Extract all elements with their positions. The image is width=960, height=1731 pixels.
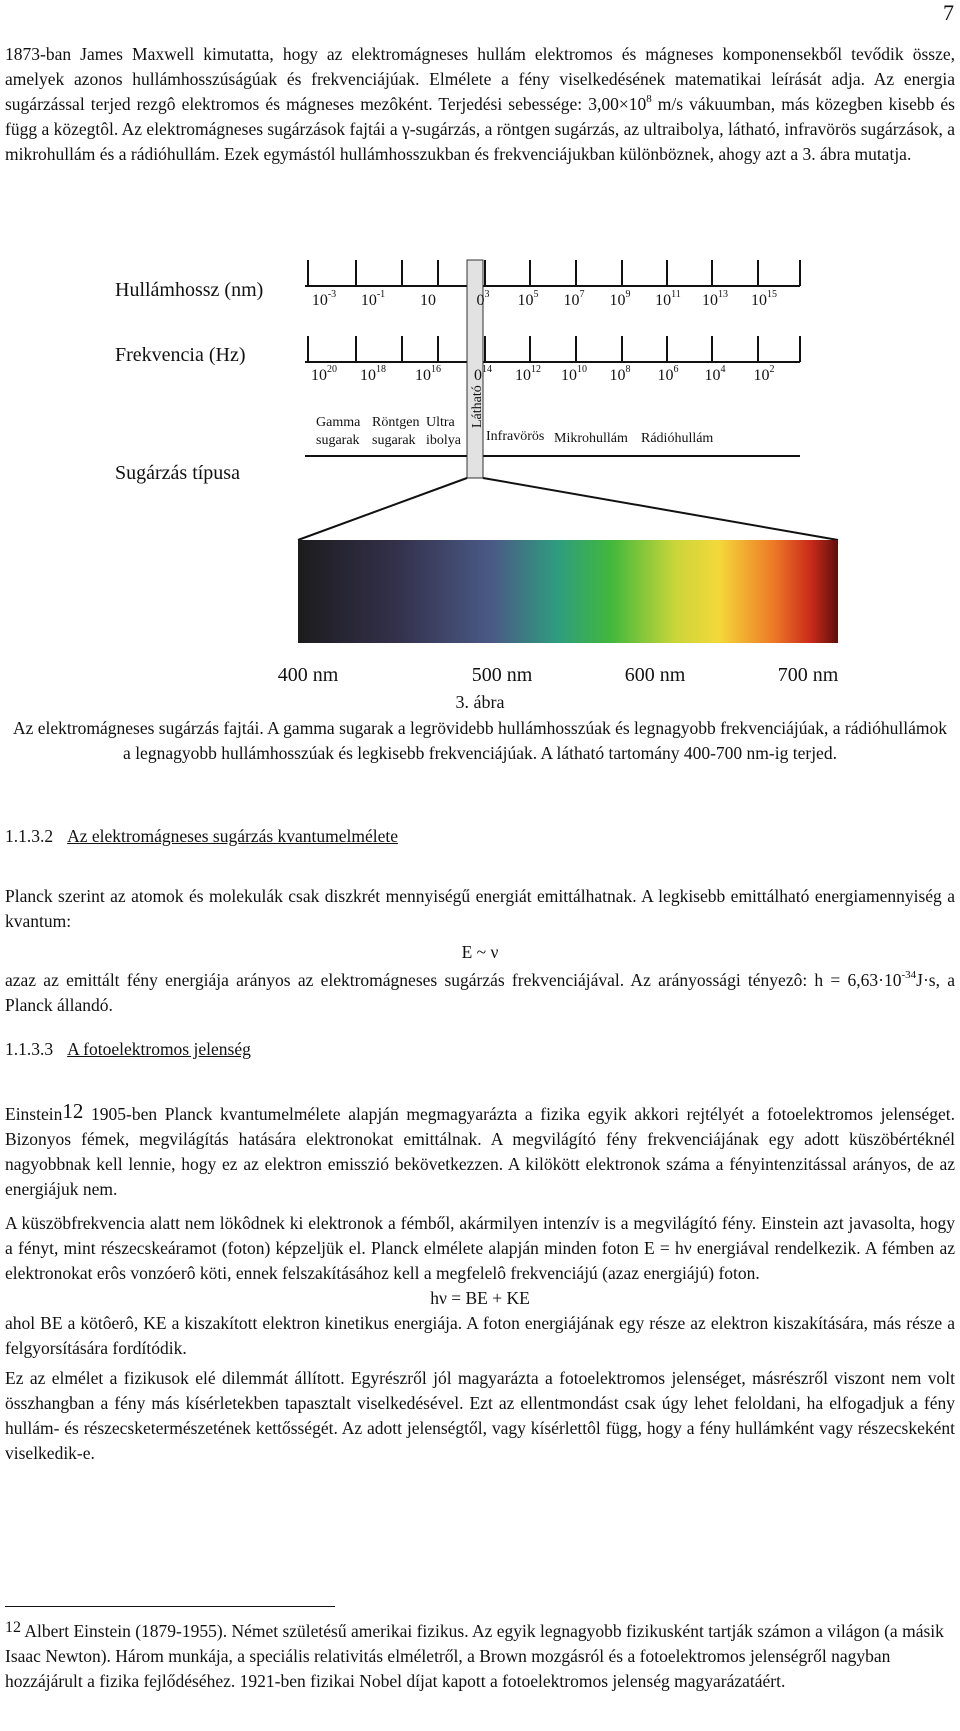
wavelength-tick-label: 10 bbox=[420, 292, 436, 309]
frequency-tick-label: $10^{20}$ bbox=[311, 364, 337, 384]
spectrum-label: 500 nm bbox=[471, 664, 533, 686]
frequency-tick-label: $10^{10}$ bbox=[561, 364, 587, 384]
formula-e-nu: E ~ ν bbox=[461, 942, 499, 962]
type-ir: Infravörös bbox=[486, 429, 545, 444]
frequency-tick-label: $10^2$ bbox=[753, 364, 775, 384]
footnote: 12 Albert Einstein (1879-1955). Német születésű amerikai fizikus. Az egyik legnagyobb fizikusként tartják számon a világon (a másik Isaac Newton). Három munkája, a speciális relativitás elméletről, a Brown mozgásról és a fotoelektromos jelenségről nagyban hozzájárult a fizika fejlődéséhez. 1921-ben fizikai Nobel díjat kapott a fotoelektromos jelenség magyarázatáért. bbox=[5, 1619, 944, 1691]
footnote-separator bbox=[5, 1606, 335, 1607]
wavelength-tick-label: $10^{13}$ bbox=[702, 289, 728, 309]
type-radio: Rádióhullám bbox=[641, 431, 714, 446]
section-number: 1.1.3.2 bbox=[5, 826, 54, 846]
wavelength-tick-label: $10^{-3}$ bbox=[311, 289, 337, 309]
page-number: 7 bbox=[943, 0, 954, 25]
frequency-tick-labels bbox=[311, 364, 775, 384]
spectrum-label: 700 nm bbox=[777, 664, 839, 686]
type-uv-1: Ultra bbox=[426, 415, 455, 430]
photoelectric-paragraph-4: Ez az elmélet a fizikusok elé dilemmát állított. Egyrészről jól magyarázta a fotoelektromos jelenséget, másrészről viszont nem volt összhangban a fény más kísérletekben tapasztalt viselkedésével. Ezt az ellentmondást csak úgy lehet feloldani, ha elfogadjuk a fény hullám- és részecsketermészetének kettősségét. Az adott jelenségtől, vagy kísérlettôl függ, hogy a fény hullámként vagy részecskeként viselkedik-e. bbox=[5, 1368, 955, 1463]
spectrum-label: 400 nm bbox=[277, 664, 339, 686]
frequency-tick-label: $10^{16}$ bbox=[415, 364, 441, 384]
quantum-paragraph-2: azaz az emittált fény energiája arányos az elektromágneses sugárzás frekvenciájával. Az arányossági tényezô: $h = 6,63\cdot 10^{-34}J\cdot s$, a Planck állandó. bbox=[5, 969, 955, 1015]
figure-number: 3. ábra bbox=[455, 692, 505, 712]
wavelength-tick-label: $10^{15}$ bbox=[751, 289, 777, 309]
wavelength-tick-label: $10^7$ bbox=[563, 289, 585, 309]
type-gamma-2: sugarak bbox=[316, 433, 360, 448]
label-frequency: Frekvencia (Hz) bbox=[115, 344, 246, 366]
section-number: 1.1.3.3 bbox=[5, 1039, 54, 1059]
section-heading-photoelectric bbox=[5, 1037, 251, 1062]
type-xray-1: Röntgen bbox=[372, 415, 420, 430]
figure-caption: Az elektromágneses sugárzás fajtái. A gamma sugarak a legrövidebb hullámhosszúak és legnagyobb frekvenciájúak, a rádióhullámok a legnagyobb hullámhosszúak és legkisebb frekvenciájúak. A látható tartomány 400-700 nm-ig terjed. bbox=[13, 718, 947, 763]
formula-photoelectric: hν = BE + KE bbox=[430, 1288, 530, 1308]
wavelength-tick-label: $0^3$ bbox=[476, 289, 490, 309]
wavelength-tick-label: $10^5$ bbox=[517, 289, 539, 309]
footnote-ref[interactable]: 12 bbox=[62, 1099, 84, 1123]
wavelength-tick-label: $10^9$ bbox=[609, 289, 631, 309]
label-type: Sugárzás típusa bbox=[115, 462, 240, 484]
wavelength-tick-label: $10^{11}$ bbox=[655, 289, 681, 309]
section-title: A fotoelektromos jelenség bbox=[67, 1039, 251, 1059]
frequency-tick-label: $10^8$ bbox=[609, 364, 631, 384]
visible-spectrum-bar bbox=[298, 540, 838, 643]
em-spectrum-figure bbox=[0, 0, 960, 716]
photoelectric-paragraph-3: ahol BE a kötôerô, KE a kiszakított elektron kinetikus energiája. A foton energiájának egy része az elektron kiszakítására, más része a felgyorsítására fordítódik. bbox=[5, 1313, 955, 1358]
section-title: Az elektromágneses sugárzás kvantumelmélete bbox=[67, 826, 399, 846]
frequency-tick-label: $10^{18}$ bbox=[360, 364, 386, 384]
tick-marks bbox=[308, 260, 800, 362]
type-gamma-1: Gamma bbox=[316, 415, 361, 430]
intro-paragraph: 1873-ban James Maxwell kimutatta, hogy az elektromágneses hullám elektromos és mágneses komponensekből tevődik össze, amelyek azonos hullámhosszúságúak és frekvenciájúak. Elmélete a fény viselkedésének matematikai leírását adja. Az energia sugárzással terjed rezgô elektromos és mágneses mezôként. Terjedési sebessége: $3,00\times 10^8$ m/s vákuumban, más közegben kisebb és függ a közegtôl. Az elektromágneses sugárzások fajtái a γ-sugárzás, a röntgen sugárzás, az ultraibolya, látható, infravörös sugárzások, a mikrohullám és a rádióhullám. Ezek egymástól hullámhosszukban és frekvenciájukban különböznek, ahogy azt a 3. ábra mutatja. bbox=[5, 44, 955, 164]
quantum-paragraph-1: Planck szerint az atomok és molekulák csak diszkrét mennyiségű energiát emittálhatnak. A legkisebb emittálható energiamennyiség a kvantum: bbox=[5, 886, 955, 931]
wavelength-tick-labels bbox=[312, 289, 777, 309]
frequency-tick-label: $10^4$ bbox=[704, 364, 726, 384]
frequency-tick-label: $0^{14}$ bbox=[474, 364, 492, 384]
frequency-tick-label: $10^{12}$ bbox=[515, 364, 541, 384]
section-heading-quantum bbox=[5, 824, 398, 849]
wavelength-tick-label: $10^{-1}$ bbox=[360, 289, 386, 309]
type-micro: Mikrohullám bbox=[554, 431, 628, 446]
photoelectric-paragraph-1: Einstein12 1905-ben Planck kvantumelmélete alapján megmagyarázta a fizika egyik akkori rejtélyét a fotoelektromos jelenséget. Bizonyos fémek, megvilágítás hatására elektronokat emittálnak. A megvilágító fény frekvenciájának egy adott küszöbértéknél nagyobbnak kell lennie, hogy ez az elektron emisszió bekövetkezzen. A kilökött elektronok száma a fényintenzitással arányos, de az energiájuk nem. bbox=[5, 1099, 955, 1199]
photoelectric-paragraph-2: A küszöbfrekvencia alatt nem lökôdnek ki elektronok a fémből, akármilyen intenzív is a megvilágító fény. Einstein azt javasolta, hogy a fényt, mint részecskeáramot (foton) képzeljük el. Planck elmélete alapján minden foton E = hν energiával rendelkezik. A fémben az elektronokat erôs vonzóerô köti, ennek felszakításához kell a megfelelô frekvenciájú (azaz energiájú) foton. hν = BE + KE ahol BE a kötôerô, KE a kiszakított elektron kinetikus energiája. A foton energiájának egy része az elektron kiszakítására, más része a felgyorsítására fordítódik. bbox=[5, 1211, 955, 1361]
type-uv-2: ibolya bbox=[426, 433, 461, 448]
spectrum-label: 600 nm bbox=[624, 664, 686, 686]
label-wavelength: Hullámhossz (nm) bbox=[115, 279, 264, 301]
frequency-tick-label: $10^6$ bbox=[657, 364, 679, 384]
section-quantum-body bbox=[5, 884, 955, 1018]
visible-label: Látható bbox=[470, 385, 485, 428]
spectrum-labels bbox=[278, 664, 839, 686]
zoom-lines bbox=[298, 478, 838, 540]
radiation-type-labels bbox=[316, 415, 713, 448]
type-xray-2: sugarak bbox=[372, 433, 416, 448]
